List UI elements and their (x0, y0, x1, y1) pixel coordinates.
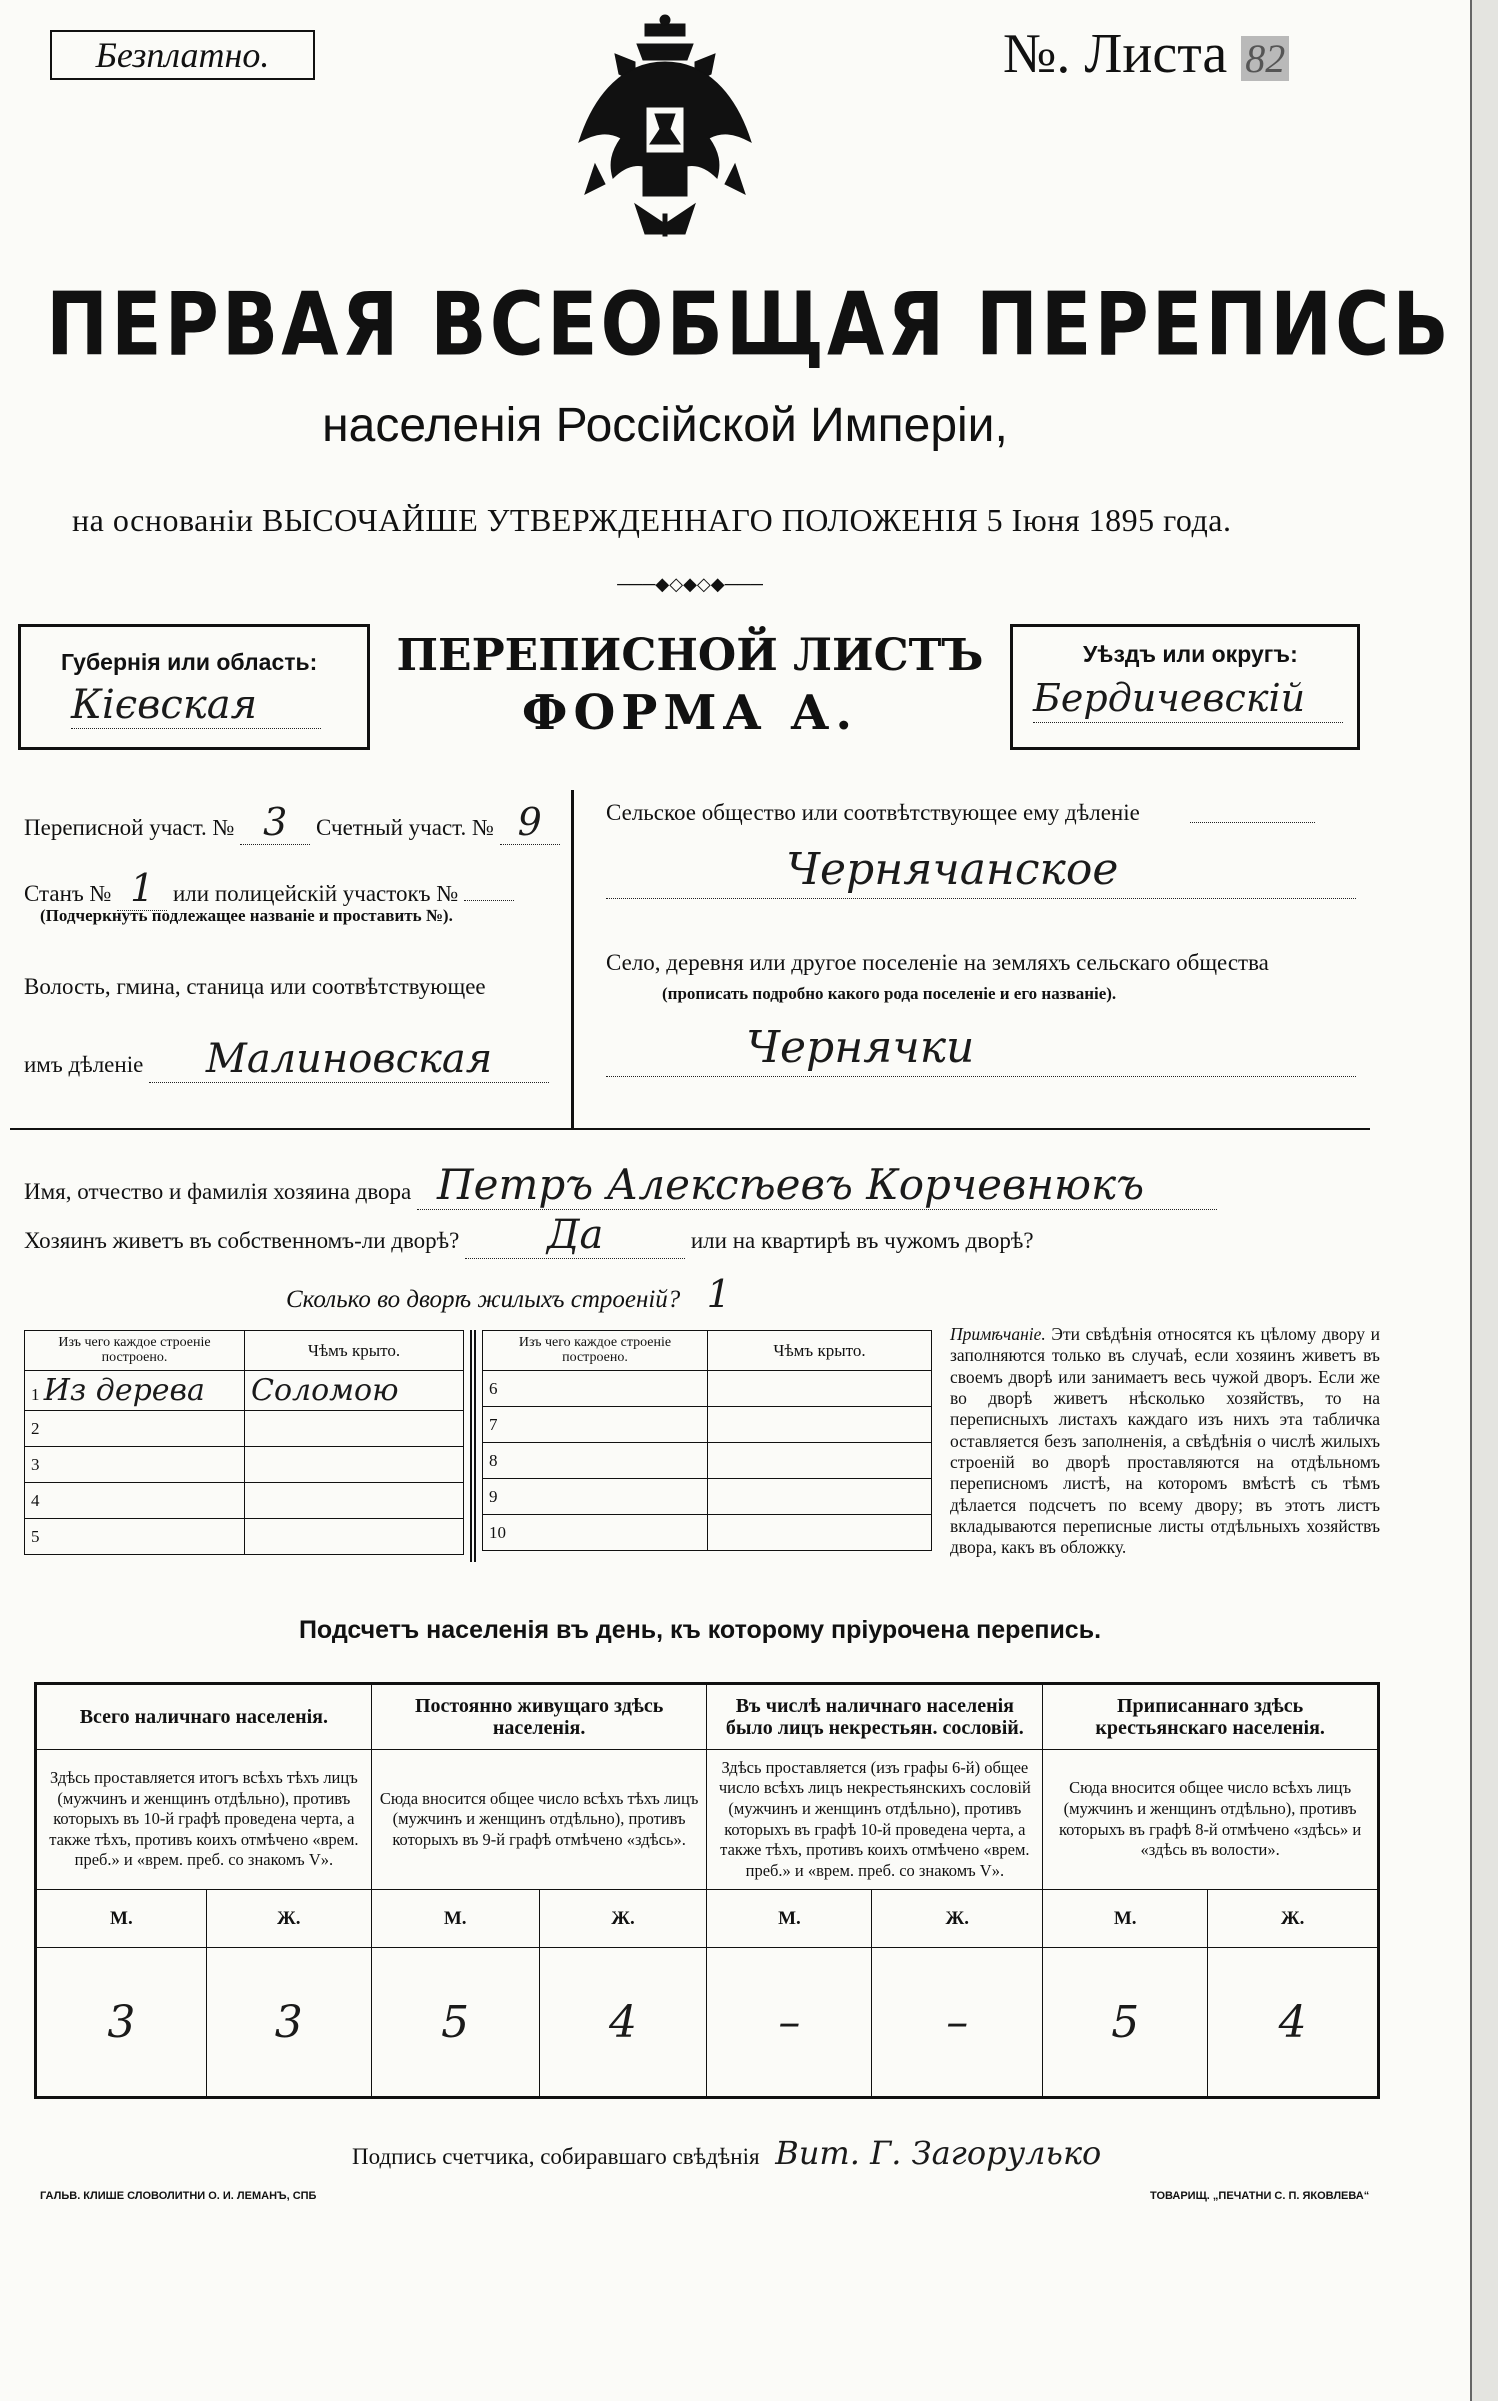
table-row (25, 1411, 464, 1447)
peasant-male-value: 5 (1043, 1948, 1208, 2098)
census-section-label: Переписной участ. № (24, 815, 235, 840)
police-value (464, 900, 514, 901)
form-title (370, 624, 1010, 750)
nonpeasant-male-value: – (707, 1948, 872, 2098)
row-number: 4 (25, 1483, 245, 1519)
total-male-value: 3 (36, 1948, 207, 2098)
district-label: Уѣздъ или округъ: (1083, 641, 1298, 667)
col-total-desc: Здѣсь проставляется итогъ всѣхъ тѣхъ лицъ (мужчинъ и женщинъ отдѣльно), противъ которыхъ въ 10-й графѣ проведена черта, а также тѣхъ, противъ коихъ отмѣчено «врем. преб.» и «врем. преб. со знакомъ V». (36, 1750, 372, 1890)
male-label: М. (36, 1890, 207, 1948)
col-permanent-desc: Сюда вносится общее число всѣхъ тѣхъ лицъ (мужчинъ и женщинъ отдѣльно), противъ которыхъ въ 9-й графѣ отмѣчено «здѣсь». (371, 1750, 707, 1890)
material-value: Из дерева (43, 1373, 205, 1408)
signature-row (352, 2134, 1101, 2172)
note-text: Эти свѣдѣнія относятся къ цѣлому двору и заполняются только въ случаѣ, если хозяинъ живетъ въ своемъ дворѣ или занимаетъ весь чужой дворъ. Если же во дворѣ живетъ нѣсколько хозяйствъ, то на переписныхъ листахъ каждаго изъ нихъ эта табличка оставляется безъ заполненія, а свѣдѣнія о числѣ жилыхъ строеній во дворѣ проставляются на отдѣльномъ переписномъ листѣ, на которомъ вмѣстѣ съ тѣмъ дѣлается подсчетъ по всему двору; въ этотъ листъ вкладываются переписные листы отдѣльныхъ хозяйствъ двора, какъ въ обложку. (950, 1324, 1380, 1558)
basis-line: на основаніи ВЫСОЧАЙШЕ УТВЕРЖДЕННАГО ПОЛОЖЕНІЯ 5 Іюня 1895 года. (72, 502, 1232, 538)
lives-value: Да (465, 1212, 685, 1259)
row-number: 10 (483, 1515, 708, 1551)
police-label: или полицейскій участокъ № (172, 881, 459, 906)
female-label: Ж. (872, 1890, 1043, 1948)
permanent-male-value: 5 (371, 1948, 539, 2098)
owner-row (24, 1160, 1217, 1210)
nonpeasant-female-value: – (872, 1948, 1043, 2098)
volost-label-2: имъ дѣленіе (24, 1052, 144, 1077)
sheet-number-label (1003, 22, 1289, 86)
table-row (483, 1371, 932, 1407)
page-subtitle: населенія Россійской Имперіи, (322, 399, 1008, 452)
col-permanent-header: Постоянно живущаго здѣсь населенія. (371, 1684, 707, 1750)
community-value: Чернячанское (606, 842, 1356, 899)
ornament-divider: ───◆◇◆◇◆─── (617, 574, 763, 594)
buildings-table-left (24, 1330, 464, 1555)
population-values-row (36, 1948, 1379, 2098)
stan-value: 1 (117, 866, 167, 911)
col-peasant-desc: Сюда вносится общее число всѣхъ лицъ (мужчинъ и женщинъ отдѣльно), противъ которыхъ въ графѣ 8-й отмѣчено «здѣсь» и «здѣсь въ волости». (1043, 1750, 1379, 1890)
buildings-row (286, 1272, 731, 1316)
male-label: М. (1043, 1890, 1208, 1948)
total-female-value: 3 (206, 1948, 371, 2098)
free-label: Безплатно. (50, 30, 315, 80)
row-number: 7 (483, 1407, 708, 1443)
female-label: Ж. (206, 1890, 371, 1948)
district-box (1010, 624, 1360, 750)
row-number: 1 (31, 1385, 40, 1404)
stan-label: Станъ № (24, 881, 112, 906)
community-label-dots (1190, 822, 1315, 823)
female-label: Ж. (539, 1890, 707, 1948)
col-total-header: Всего наличнаго населенія. (36, 1684, 372, 1750)
population-table (34, 1682, 1380, 2099)
apartment-label: или на квартирѣ въ чужомъ дворѣ? (690, 1228, 1034, 1253)
table-divider (470, 1330, 476, 1562)
form-title-line-1: ПЕРЕПИСНОЙ ЛИСТЪ (396, 630, 984, 681)
imperial-eagle-emblem (575, 14, 755, 244)
scan-edge (1470, 0, 1498, 2401)
material-header: Изъ чего каждое строеніе построено. (25, 1331, 245, 1371)
roof-value: Соломою (251, 1373, 399, 1408)
volost-label: Волость, гмина, станица или соотвѣтствующее (24, 974, 486, 999)
roof-header: Чѣмъ крыто. (245, 1331, 464, 1371)
table-row (25, 1371, 464, 1411)
buildings-value: 1 (706, 1272, 731, 1316)
printer-left: ГАЛЬВ. КЛИШЕ СЛОВОЛИТНИ О. И. ЛЕМАНЪ, СПБ (40, 2190, 317, 2202)
material-header: Изъ чего каждое строеніе построено. (483, 1331, 708, 1371)
province-label: Губернія или область: (61, 649, 318, 675)
table-row (483, 1479, 932, 1515)
row-number: 9 (483, 1479, 708, 1515)
population-sex-row (36, 1890, 1379, 1948)
buildings-label: Сколько во дворѣ жилыхъ строеній? (286, 1286, 681, 1313)
stan-note: (Подчеркнуть подлежащее названіе и проставить №). (40, 906, 453, 925)
volost-row (24, 1036, 549, 1083)
population-header-row (36, 1684, 1379, 1750)
table-row (483, 1515, 932, 1551)
note-label: Примѣчаніе. (950, 1324, 1046, 1344)
roof-header: Чѣмъ крыто. (708, 1331, 932, 1371)
table-row (483, 1443, 932, 1479)
table-row (25, 1483, 464, 1519)
row-number: 8 (483, 1443, 708, 1479)
owner-label: Имя, отчество и фамилія хозяина двора (24, 1179, 412, 1204)
village-label: Село, деревня или другое поселеніе на земляхъ сельскаго общества (606, 950, 1269, 975)
signature-value: Вит. Г. Загорулько (775, 2134, 1102, 2172)
permanent-female-value: 4 (539, 1948, 707, 2098)
counting-section-label: Счетный участ. № (315, 815, 494, 840)
sheet-label-text: №. Листа (1003, 23, 1228, 85)
population-title: Подсчетъ населенія въ день, къ которому пріурочена перепись. (298, 1616, 1102, 1644)
row-number: 6 (483, 1371, 708, 1407)
village-value: Чернячки (606, 1020, 1356, 1077)
buildings-note (950, 1324, 1380, 1559)
province-box (18, 624, 370, 750)
printer-right: ТОВАРИЩ. „ПЕЧАТНИ С. П. ЯКОВЛЕВА“ (1150, 2190, 1370, 2202)
col-peasant-header: Приписаннаго здѣсь крестьянскаго населенія. (1043, 1684, 1379, 1750)
col-nonpeasant-header: Въ числѣ наличнаго населенія было лицъ некрестьян. сословій. (707, 1684, 1043, 1750)
census-section-value: 3 (240, 800, 310, 845)
census-section-row (24, 800, 560, 845)
buildings-table-right (482, 1330, 932, 1551)
page-title: ПЕРВАЯ ВСЕОБЩАЯ ПЕРЕПИСЬ (46, 274, 1452, 376)
lives-row (24, 1212, 1034, 1259)
male-label: М. (371, 1890, 539, 1948)
counting-section-value: 9 (500, 800, 560, 845)
section-divider (10, 1128, 1370, 1130)
form-title-line-2: ФОРМА А. (521, 685, 859, 741)
owner-value: Петръ Алексѣевъ Корчевнюкъ (417, 1160, 1217, 1210)
vertical-divider (571, 790, 574, 1128)
female-label: Ж. (1208, 1890, 1379, 1948)
col-nonpeasant-desc: Здѣсь проставляется (изъ графы 6-й) общее число всѣхъ лицъ некрестьянскихъ сословій (мужчинъ и женщинъ отдѣльно), противъ которыхъ въ графѣ 10-й проведена черта, а также тѣхъ, противъ коихъ отмѣчено «врем. преб.» и «врем. преб. со знакомъ V». (707, 1750, 1043, 1890)
row-number: 2 (25, 1411, 245, 1447)
province-value: Кієвская (71, 682, 321, 729)
lives-label: Хозяинъ живетъ въ собственномъ-ли дворѣ? (24, 1228, 460, 1253)
stan-row (24, 866, 514, 911)
volost-value: Малиновская (149, 1036, 549, 1083)
table-row (25, 1447, 464, 1483)
community-label: Сельское общество или соотвѣтствующее ему дѣленіе (606, 800, 1140, 825)
male-label: М. (707, 1890, 872, 1948)
buildings-header-row (25, 1331, 464, 1371)
table-row (25, 1519, 464, 1555)
sheet-number: 82 (1241, 36, 1289, 81)
population-desc-row (36, 1750, 1379, 1890)
district-value: Бердичевскій (1033, 674, 1343, 723)
peasant-female-value: 4 (1208, 1948, 1379, 2098)
row-number: 3 (25, 1447, 245, 1483)
row-number: 5 (25, 1519, 245, 1555)
signature-label: Подпись счетчика, собиравшаго свѣдѣнія (352, 2144, 760, 2169)
buildings-header-row (483, 1331, 932, 1371)
table-row (483, 1407, 932, 1443)
village-note: (прописать подробно какого рода поселеніе и его названіе). (662, 984, 1117, 1003)
